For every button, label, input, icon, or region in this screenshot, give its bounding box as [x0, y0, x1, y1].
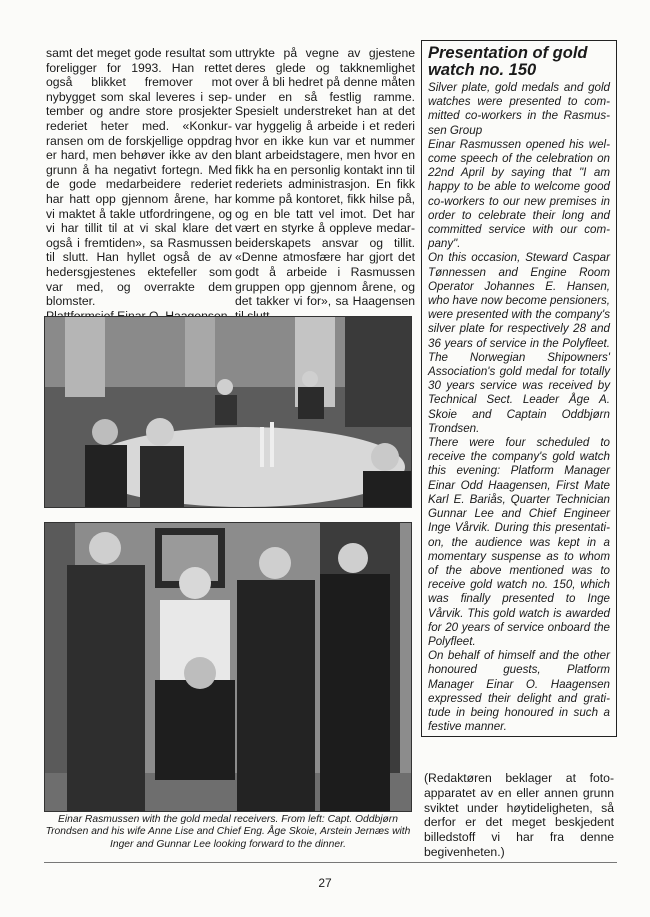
sidebar-paragraph: There were four scheduled to receive the company's gold watch this evening: Platform Manager Einar Odd Haagensen, First Mate Karl E. Bariås, Quarter Technician Gunnar Lee and Chief Engineer Inge Vårvik. During this presentation, the audience was kept in a momentary suspense as to whom of the above mentioned was to receive gold watch no. 150, which was finally presented to Inge Vårvik. This gold watch is awarded for 20 years of service onboard the Polyfleet. [428, 436, 610, 648]
photo-caption: Einar Rasmussen with the gold medal receivers. From left: Capt. Oddbjørn Trondsen and his wife Anne Lise and Chief Eng. Åge Skoie, Arstein Jernæs with Inger and Gunnar Lee looking forward to the dinner. [45, 814, 411, 850]
sidebar-paragraph: On this occasion, Steward Caspar Tønnessen and Engine Room Operator Johannes E. Hansen, who have now become pensioners, were presented with the company's silver plate for respectively 28 and 36 years of service in the Polyfleet. The Norwegian Shipowners' Association's gold medal for totally 30 years service was received by Technical Sect. Leader Åge A. Skoie and Captain Oddbjørn Trondsen. [428, 251, 610, 435]
sidebar-paragraph: Silver plate, gold medals and gold watches were presented to committed co-workers in the Rasmussen Group [428, 81, 610, 137]
sidebar-box [421, 40, 617, 737]
article-column-1 [46, 46, 232, 323]
editor-note: (Redaktøren beklager at fotoapparatet av en eller annen grunn sviktet under høytideligheten, så derfor er det meget beskjedent billedstoff vi har fra denne begivenheten.) [424, 771, 614, 859]
article-text-col1: samt det meget gode resultat som foreligger for 1993. Han rettet også blikket fremover mot nybygget som skal leveres i september og andre store prosjekter rederiet heter med. «Konkurransen om de forskjellige oppdrag er hard, men behøver ikke av den grunn å ha negativt fortegn. Med de gode medarbeidere rederiet har hatt opp gjennom årene, har vi maktet å takle utfordringene, og vi har tillit til at vi skal klare det også i fremtiden», sa Rasmussen til slutt. Han hyllet også de av hedersgjestenes ektefeller som var med, og overrakte dem blomster. [46, 46, 232, 309]
footer-divider [44, 862, 617, 863]
dinner-photo [44, 316, 412, 508]
article-text-col2: uttrykte på vegne av gjestene deres glede og takknemlighet over å bli hedret på denne måten under en så festlig ramme. Spesielt understreket han at det var hyggelig å arbeide i et rederi hvor en ikke kun var et nummer blant arbeidstagere, men hvor en fikk ha en personlig kontakt inn til rederiets administrasjon. En fikk komme på kontoret, fikk hilse på, og en ble tatt vel imot. Det har vært en styrke å oppleve medarbeiderskapets ansvar og tillit. «Denne atmosfære har gjort det godt å arbeide i Rasmussen gruppen opp gjennom årene, og det takker vi for», sa Haagensen [235, 46, 415, 309]
sidebar-title: Presentation of gold watch no. 150 [428, 44, 588, 79]
page-number: 27 [318, 876, 332, 890]
group-photo [44, 522, 412, 812]
article-column-2 [235, 46, 415, 323]
sidebar-paragraph: On behalf of himself and the other honoured guests, Platform Manager Einar O. Haagensen expressed their delight and gratitude in being honoured in such a festive manner. [428, 649, 610, 734]
sidebar-paragraph: Einar Rasmussen opened his welcome speech of the celebration on 22nd April by saying that "I am happy to be able to welcome good co-workers to our new premises in order to celebrate their long and committed service with our company". [428, 137, 610, 251]
